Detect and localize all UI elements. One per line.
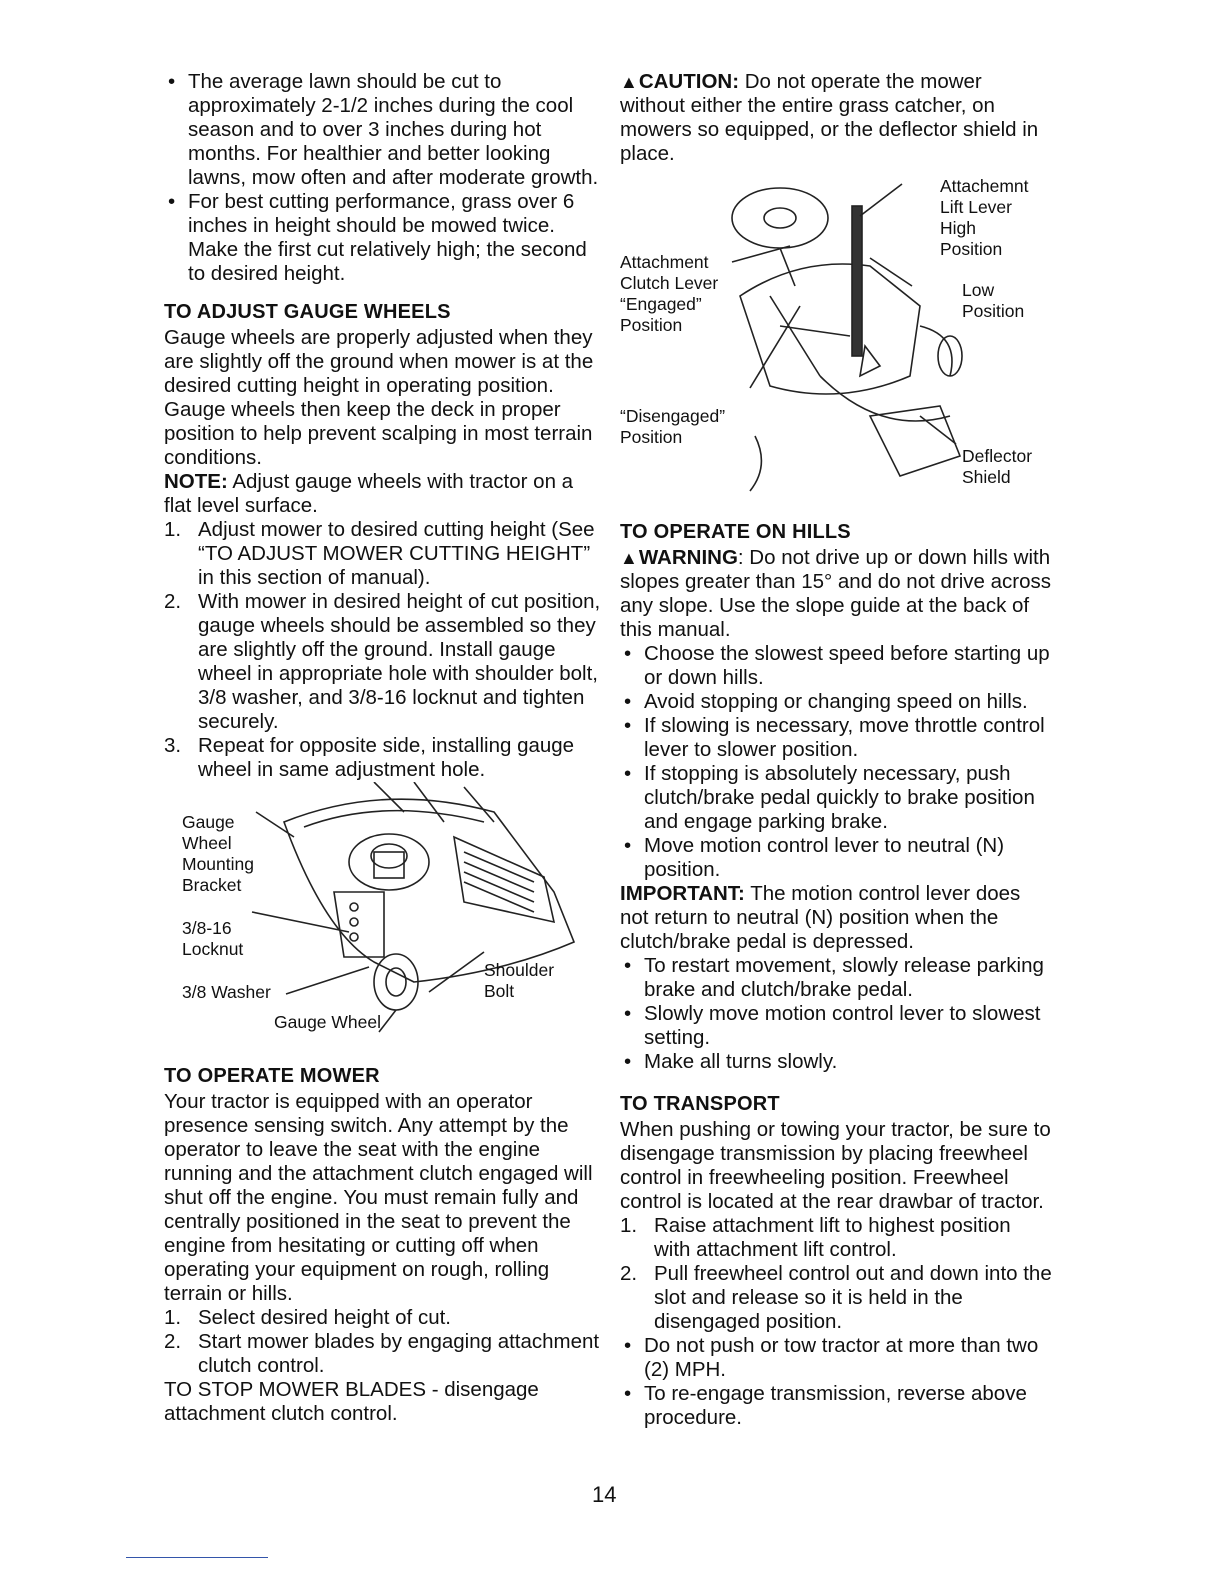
lift-lever-label: Attachemnt Lift Lever High Position — [940, 176, 1029, 259]
low-position-label: Low Position — [962, 280, 1025, 321]
list-item — [164, 1306, 604, 1330]
transport-heading: TO TRANSPORT — [620, 1093, 780, 1115]
warning-text: : Do not drive up or down hills with slopes greater than 15° and do not drive across any slope. Use the slope guide at the back of this manual. — [620, 546, 1051, 641]
caution-paragraph — [620, 70, 1052, 166]
gauge-steps-list — [164, 518, 604, 782]
step-text: Raise attachment lift to highest position with attachment lift control. — [654, 1214, 1011, 1261]
list-item — [164, 590, 604, 734]
list-item: • Do not push or tow tractor at more than two (2) MPH. — [620, 1334, 1052, 1382]
caution-label: CAUTION: — [638, 70, 740, 93]
gauge-wheel-label: Gauge Wheel — [274, 1012, 382, 1032]
list-item: • If slowing is necessary, move throttle control lever to slower position. — [620, 714, 1052, 762]
warning-paragraph — [620, 546, 1052, 642]
transport-steps-list — [620, 1214, 1052, 1334]
step-text: With mower in desired height of cut position, gauge wheels should be assembled so they are slightly off the ground. Install gauge wheel in appropriate hole with shoulder bolt, 3/8 washer, and 3/8-16 locknut and tighten securely. — [198, 590, 601, 733]
list-item: • Make all turns slowly. — [620, 1050, 1052, 1074]
list-item — [164, 734, 604, 782]
deflector-shield-label: Deflector Shield — [962, 446, 1033, 487]
warning-triangle-icon: ▲ — [620, 548, 638, 568]
important-text: The motion control lever does not return to neutral (N) position when the clutch/brake pedal is depressed. — [620, 882, 1021, 953]
list-item: • To restart movement, slowly release parking brake and clutch/brake pedal. — [620, 954, 1052, 1002]
important-bullet-list — [620, 954, 1052, 1074]
list-item: • For best cutting performance, grass over 6 inches in height should be mowed twice. Make the first cut relatively high; the second to desired height. — [164, 190, 604, 286]
operate-mower-heading: TO OPERATE MOWER — [164, 1065, 380, 1087]
step-text: Start mower blades by engaging attachment clutch control. — [198, 1330, 600, 1377]
step-text: Adjust mower to desired cutting height (See “TO ADJUST MOWER CUTTING HEIGHT” in this section of manual). — [198, 518, 595, 589]
transport-paragraph: When pushing or towing your tractor, be sure to disengage transmission by placing freewheel control in freewheeling position. Freewheel control is located at the rear drawbar of tractor. — [620, 1118, 1051, 1213]
list-item: • If stopping is absolutely necessary, push clutch/brake pedal quickly to brake position and engage parking brake. — [620, 762, 1052, 834]
list-item: • Choose the slowest speed before starting up or down hills. — [620, 642, 1052, 690]
gauge-wheel-figure — [164, 782, 604, 1050]
important-label: IMPORTANT: — [620, 882, 745, 905]
step-number: 2. — [164, 1330, 182, 1353]
important-paragraph — [620, 882, 1052, 954]
operate-steps-list — [164, 1306, 604, 1378]
note-paragraph — [164, 470, 604, 518]
intro-bullet-list — [164, 70, 604, 286]
clutch-lever-label: Attachment Clutch Lever “Engaged” Position — [620, 252, 719, 335]
list-item: • To re-engage transmission, reverse above procedure. — [620, 1382, 1052, 1430]
gauge-wheels-heading: TO ADJUST GAUGE WHEELS — [164, 301, 451, 323]
list-item — [164, 518, 604, 590]
hills-bullet-list — [620, 642, 1052, 882]
step-number: 2. — [620, 1262, 638, 1285]
right-column — [620, 70, 1052, 1430]
list-item: • Move motion control lever to neutral (N) position. — [620, 834, 1052, 882]
step-number: 3. — [164, 734, 182, 757]
hills-heading: TO OPERATE ON HILLS — [620, 521, 851, 543]
caution-text: Do not operate the mower without either the entire grass catcher, on mowers so equipped, or the deflector shield in place. — [620, 70, 1039, 165]
step-text: Select desired height of cut. — [198, 1306, 451, 1329]
transport-bullet-list — [620, 1334, 1052, 1430]
disengaged-position-label: “Disengaged” Position — [620, 406, 726, 447]
list-item — [164, 1330, 604, 1378]
step-number: 1. — [164, 518, 182, 541]
stop-blades-text: TO STOP MOWER BLADES - disengage attachment clutch control. — [164, 1378, 539, 1425]
step-number: 2. — [164, 590, 182, 613]
warning-triangle-icon: ▲ — [620, 72, 638, 92]
clutch-lever-figure — [620, 176, 1052, 506]
left-column — [164, 70, 604, 1426]
operate-mower-paragraph: Your tractor is equipped with an operator presence sensing switch. Any attempt by the operator to leave the seat with the engine running and the attachment clutch engaged will shut off the engine. You must remain fully and centrally positioned in the seat to prevent the engine from hesitating or cutting off when operating your equipment on rough, rolling terrain or hills. — [164, 1090, 593, 1305]
bottom-rule — [126, 1557, 268, 1558]
step-number: 1. — [164, 1306, 182, 1329]
note-label: NOTE: — [164, 470, 228, 493]
gauge-wheel-bracket-label: Gauge Wheel Mounting Bracket — [182, 812, 254, 895]
step-number: 1. — [620, 1214, 638, 1237]
note-text: Adjust gauge wheels with tractor on a flat level surface. — [164, 470, 574, 517]
list-item: • Slowly move motion control lever to slowest setting. — [620, 1002, 1052, 1050]
step-text: Repeat for opposite side, installing gauge wheel in same adjustment hole. — [198, 734, 575, 781]
list-item — [620, 1262, 1052, 1334]
page-number: 14 — [592, 1482, 617, 1507]
locknut-label: 3/8-16 Locknut — [182, 918, 244, 959]
warning-label: WARNING — [638, 546, 738, 569]
list-item — [620, 1214, 1052, 1262]
list-item: • Avoid stopping or changing speed on hills. — [620, 690, 1052, 714]
shoulder-bolt-label: Shoulder Bolt — [484, 960, 555, 1001]
washer-label: 3/8 Washer — [182, 982, 271, 1002]
step-text: Pull freewheel control out and down into the slot and release so it is held in the disengaged position. — [654, 1262, 1052, 1333]
list-item: • The average lawn should be cut to approximately 2-1/2 inches during the cool season and to over 3 inches during hot months. For healthier and better looking lawns, mow often and after moderate growth. — [164, 70, 604, 190]
gauge-wheels-paragraph: Gauge wheels are properly adjusted when they are slightly off the ground when mower is at the desired cutting height in operating position. Gauge wheels then keep the deck in proper position to help prevent scalping in most terrain conditions. — [164, 326, 594, 469]
